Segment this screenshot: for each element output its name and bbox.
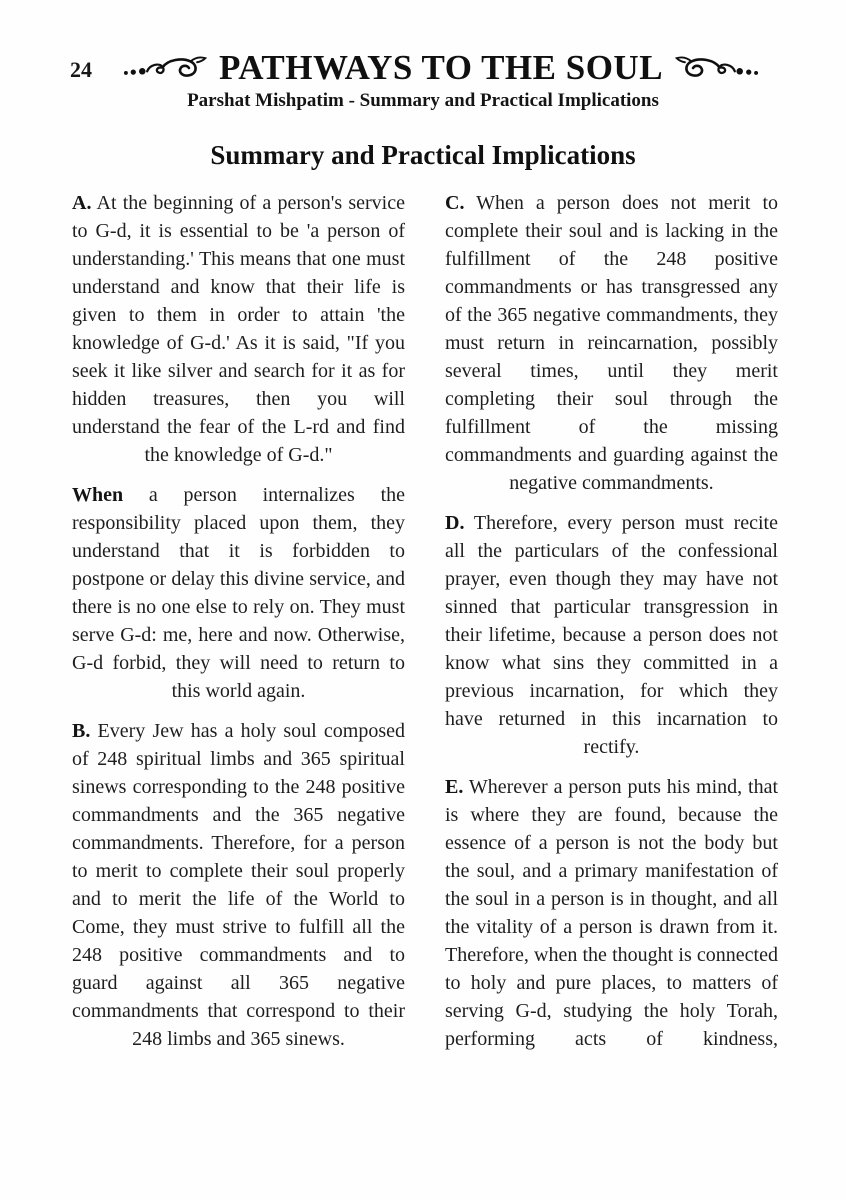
page-number: 24 (70, 57, 92, 82)
paragraph-e-text: Wherever a person puts his mind, that is where they are found, because the essence of a person is not the body but the soul, and a primary manifestation of the soul in a person is in thought, and all the vitality of a person is drawn from it. Therefore, when the thought is connected to holy and pure places, to matters of serving G-d, studying the holy Torah, performing acts of kindness, (445, 776, 779, 1051)
paragraph-d (445, 509, 778, 761)
paragraph-when-lead: When (72, 484, 124, 507)
paragraph-a-lead: A. (72, 192, 92, 215)
right-column (445, 189, 778, 1065)
flourish-left-icon (121, 53, 211, 83)
section-heading: Summary and Practical Implications (210, 140, 636, 170)
paragraph-a (72, 189, 405, 469)
two-column-body (0, 189, 846, 1065)
title-row (18, 50, 846, 85)
paragraph-e (445, 773, 778, 1053)
paragraph-c (445, 189, 778, 497)
paragraph-b (72, 717, 405, 1053)
paragraph-d-lead: D. (445, 512, 465, 535)
flourish-right-icon (671, 53, 761, 83)
paragraph-a-text: At the beginning of a person's service to G-d, it is essential to be 'a person of understanding.' This means that one must understand and know that their life is given to them in order to attain 'the knowledge of G-d.' As it is said, "If you seek it like silver and search for it as for hidden treasures, then you will understand the fear of the L-rd and find the knowledge of G-d." (72, 192, 405, 467)
page-header (0, 0, 846, 112)
paragraph-c-text: When a person does not merit to complete their soul and is lacking in the fulfillment of the 248 positive commandments or has transgressed any of the 365 negative commandments, they must return in reincarnation, possibly several times, until they merit completing their soul through the fulfillment of the missing commandments and guarding against the negative commandments. (445, 192, 778, 495)
paragraph-when (72, 481, 405, 705)
paragraph-b-text: Every Jew has a holy soul composed of 248 spiritual limbs and 365 spiritual sinews corresponding to the 248 positive commandments and the 365 negative commandments. Therefore, for a person to merit to complete their soul properly and to merit the life of the World to Come, they must strive to fulfill all the 248 positive commandments and to guard against all 365 negative commandments that correspond to their 248 limbs and 365 sinews. (72, 720, 406, 1051)
chapter-subtitle: Parshat Mishpatim - Summary and Practical Implications (187, 90, 659, 111)
paragraph-c-lead: C. (445, 192, 465, 215)
paragraph-d-text: Therefore, every person must recite all the particulars of the confessional prayer, even though they may have not sinned that particular transgression in their lifetime, because a person does not know what sins they committed in a previous incarnation, for which they have returned in this incarnation to rectify. (445, 512, 778, 759)
paragraph-when-text: a person internalizes the responsibility placed upon them, they understand that it is forbidden to postpone or delay this divine service, and there is no one else to rely on. They must serve G-d: me, here and now. Otherwise, G-d forbid, they will need to return to this world again. (72, 484, 405, 703)
paragraph-e-lead: E. (445, 776, 464, 799)
book-title: PATHWAYS TO THE SOUL (218, 48, 664, 87)
left-column (72, 189, 405, 1065)
paragraph-b-lead: B. (72, 720, 91, 743)
